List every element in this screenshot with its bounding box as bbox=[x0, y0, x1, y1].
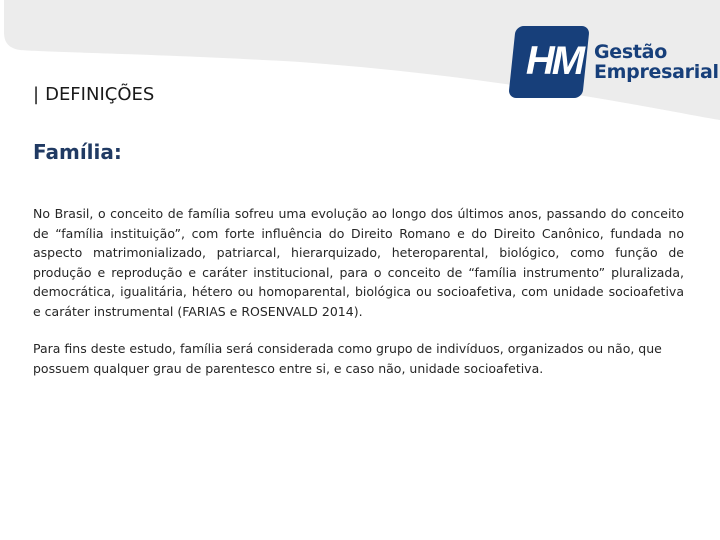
paragraph-study-scope: Para fins deste estudo, família será considerada como grupo de indivíduos, organizados ou não, que possuem qualquer grau de parentesco entre si, e caso não, unidade socioafetiva. bbox=[33, 341, 662, 376]
company-logo bbox=[512, 26, 719, 100]
section-label bbox=[33, 84, 154, 105]
logo-name-line2: Empresarial bbox=[594, 61, 719, 83]
paragraph-definition: No Brasil, o conceito de família sofreu uma evolução ao longo dos últimos anos, passando do conceito de “família instituição”, com forte influência do Direito Romano e do Direito Canônico, fundada no aspecto matrimonializado, patriarcal, hierarquizado, heteroparental, biológico, como função de produção e reprodução e caráter institucional, para o conceito de “família instrumento” pluralizada, democrática, igualitária, hétero ou homoparental, biológica ou socioafetiva, com unidade socioafetiva e caráter instrumental (FARIAS e ROSENVALD 2014). bbox=[33, 206, 684, 319]
logo-name-line1: Gestão bbox=[594, 41, 667, 63]
logo-name bbox=[594, 42, 719, 82]
page-heading: Família: bbox=[33, 140, 122, 164]
section-bar: | bbox=[33, 84, 40, 105]
logo-letters: HM bbox=[525, 39, 583, 83]
section-title: DEFINIÇÕES bbox=[45, 84, 155, 105]
